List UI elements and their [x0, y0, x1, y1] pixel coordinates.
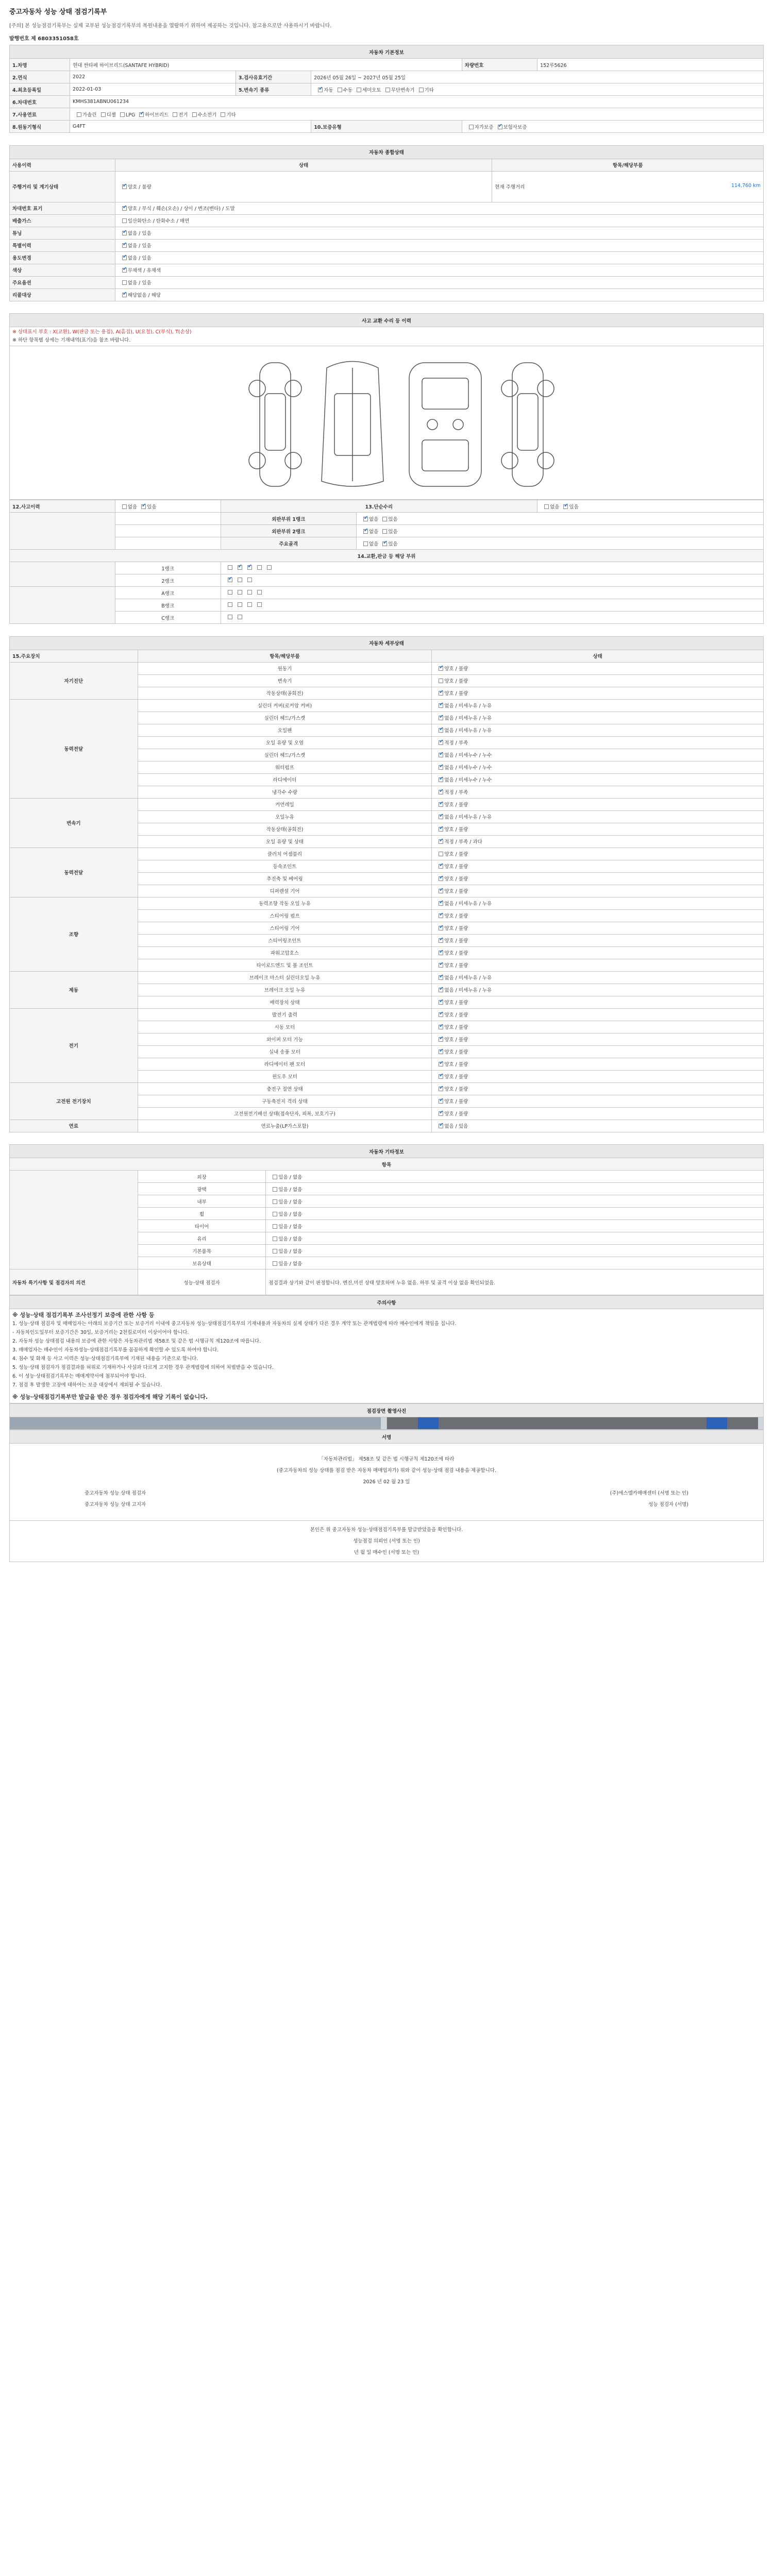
- detail-item-status: ✔ 적정 / 부족: [432, 736, 764, 749]
- other-row: 휠: [138, 1208, 266, 1220]
- model-label: 1.차명: [10, 59, 70, 71]
- detail-item-status: ✔ 양호 / 불량: [432, 1058, 764, 1070]
- front-photo: 152루5626: [10, 1417, 387, 1430]
- detail-item-label: 작동상태(공회전): [138, 687, 432, 699]
- sign-body: 「자동차관리법」 제58조 및 같은 법 시행규칙 제120조에 따라 (중고자동차의 성능 상태를 점검 받은 자동차 매매업자가) 위와 같이 성능·상태 점검 내용을 제공합니다. 2026 년 02 월 23 일 중고자동차 성능 상태 점검자 (주)에스엠카매매센터 (서명 또는 인) 중고자동차 성능 상태 고지자 성능 점검자 (서명): [10, 1444, 764, 1521]
- detail-item-label: 발전기 출력: [138, 1008, 432, 1021]
- detail-group-label: 동력전달: [10, 699, 138, 798]
- vin-label: 6.차대번호: [10, 96, 70, 108]
- general-header: 자동차 종합상태: [10, 145, 764, 159]
- detail-item-label: 스티어링 기어: [138, 922, 432, 934]
- rank-label: A랭크: [115, 587, 221, 599]
- general-row-opts: 없음 / 있음: [115, 276, 763, 289]
- detail-item-status: ✔ 양호 / 불량: [432, 860, 764, 872]
- inspect-value: 2026년 05월 26일 ~ 2027년 05월 25일: [311, 71, 764, 83]
- opinion-label: 자동차 특기사항 및 점검자의 의견: [10, 1269, 138, 1295]
- detail-item-label: 오일 유량 및 오염: [138, 736, 432, 749]
- detail-item-label: 충전구 절연 상태: [138, 1082, 432, 1095]
- accident-table: [9, 500, 764, 636]
- outer1-opts: ✔ 없음 있음: [356, 513, 763, 525]
- first-reg-label: 4.최초등록일: [10, 83, 70, 96]
- detail-group-label: 연료: [10, 1120, 138, 1132]
- detail-group-label: 변속기: [10, 798, 138, 848]
- detail-item-status: ✔ 양호 / 불량: [432, 1021, 764, 1033]
- detail-item-status: ✔ 없음 / 미세누유 / 누유: [432, 711, 764, 724]
- caution-table: [9, 1295, 764, 1403]
- outer2-opts: ✔ 없음 있음: [356, 525, 763, 537]
- detail-item-label: 등속조인트: [138, 860, 432, 872]
- exchange-label: [10, 513, 115, 550]
- detail-row: [10, 971, 764, 984]
- accident-opts: 없음✔ 있음: [115, 500, 221, 513]
- accident-label: 12.사고이력: [10, 500, 115, 513]
- general-col1: 사용이력: [10, 159, 115, 171]
- diagram-legend: ※ 상태표시 부호 : X(교환), W(판금 또는 용접), A(흠집), U(요철), C(부식), T(손상) ※ 하단 항목별 상세는 기재내역(표기)을 참조 바랍니다.: [10, 327, 764, 346]
- frame-label: 주요골격: [221, 537, 356, 550]
- detail-item-label: 작동상태(공회전): [138, 823, 432, 835]
- detail-header: 자동차 세부상태: [10, 636, 764, 650]
- general-row-opts: 일산화탄소 / 탄화수소 / 매연: [115, 214, 763, 227]
- general-row-label: 특별이력: [10, 239, 115, 251]
- detail-row: [10, 1120, 764, 1132]
- year-value: 2022: [70, 71, 236, 83]
- detail-item-label: 브레이크 오일 누유: [138, 984, 432, 996]
- general-row-opts: ✔ 무채색 / 유채색: [115, 264, 763, 276]
- general-row-label: 튜닝: [10, 227, 115, 239]
- caution-header: 주의사항: [10, 1296, 764, 1309]
- detail-row: [10, 798, 764, 810]
- rank-header: 14.교환,판금 등 해당 부위: [10, 550, 764, 562]
- diagram-header: 사고 교환 수리 등 이력: [10, 314, 764, 327]
- detail-item-status: ✔ 양호 / 불량: [432, 823, 764, 835]
- detail-row: [10, 1082, 764, 1095]
- detail-item-label: 배력장치 상태: [138, 996, 432, 1008]
- detail-item-status: ✔ 양호 / 불량: [432, 1008, 764, 1021]
- general-row-label: 주행거리 및 계기상태: [10, 171, 115, 202]
- detail-item-label: 실내 송풍 모터: [138, 1045, 432, 1058]
- detail-item-status: ✔ 양호 / 불량: [432, 1033, 764, 1045]
- detail-item-label: 고전원전기배선 상태(접속단자, 피복, 보호기구): [138, 1107, 432, 1120]
- fuel-options: 가솔린 디젤 LPG✔ 하이브리드 전기 수소전기 기타: [70, 108, 764, 121]
- detail-item-status: ✔ 양호 / 불량: [432, 959, 764, 971]
- car-interior-view: [409, 363, 481, 486]
- detail-item-status: ✔ 없음 / 미세누유 / 누유: [432, 984, 764, 996]
- photo-header: 점검장면 촬영사진: [10, 1404, 764, 1417]
- rank-label: B랭크: [115, 599, 221, 612]
- other-info-table: 자동차 기타정보 항목 외장 있음 / 없음 광택 있음 / 없음 내부 있음 / 없음 휠 있음 / 없음 타이어 있음 / 없음 유리 있음 / 없음 기본품목 있음 / 없음 보유상태 있음 / 없음 자동차 특기사항 및 점검자의 의견 성능·상태 점검자 점검결과 상기와 같이 판정합니다. 엔진,미션 상태 양호하며 누유 없음. 하부 및 골격 이상 없음 확인되었음.: [9, 1144, 764, 1295]
- detail-item-status: ✔ 양호 / 불량: [432, 662, 764, 674]
- detail-item-label: 구동축전지 격리 상태: [138, 1095, 432, 1107]
- detail-item-status: ✔ 양호 / 불량: [432, 996, 764, 1008]
- detail-item-label: 실린더 헤드/가스켓: [138, 749, 432, 761]
- detail-item-status: ✔ 양호 / 불량: [432, 909, 764, 922]
- car-diagram: [10, 346, 764, 500]
- detail-item-label: 오일팬: [138, 724, 432, 736]
- general-row-label: 색상: [10, 264, 115, 276]
- general-row-opts: ✔ 없음 / 있음: [115, 239, 763, 251]
- motor-label: 8.원동기형식: [10, 121, 70, 133]
- detail-item-status: ✔ 없음 / 미세누수 / 누수: [432, 773, 764, 786]
- detail-item-status: ✔ 양호 / 불량: [432, 934, 764, 946]
- detail-item-status: ✔ 양호 / 불량: [432, 1095, 764, 1107]
- detail-item-status: ✔ 없음 / 미세누유 / 누유: [432, 810, 764, 823]
- detail-item-status: ✔ 적정 / 부족: [432, 786, 764, 798]
- general-col3: 항목/해당부품: [492, 159, 764, 171]
- detail-item-label: 변속기: [138, 674, 432, 687]
- detail-item-status: ✔ 없음 / 있음: [432, 1120, 764, 1132]
- detail-item-label: 디퍼렌셜 기어: [138, 885, 432, 897]
- trans-options: ✔ 자동 수동 세미오토 무단변속기 기타: [311, 83, 764, 96]
- detail-item-status: ✔ 없음 / 미세누유 / 누유: [432, 724, 764, 736]
- other-row: 타이어: [138, 1220, 266, 1232]
- detail-item-label: 커먼레일: [138, 798, 432, 810]
- general-row-label: 주요옵션: [10, 276, 115, 289]
- other-row: 내부: [138, 1195, 266, 1208]
- detail-item-label: 실린더 커버(로커암 커버): [138, 699, 432, 711]
- detail-item-status: ✔ 없음 / 미세누유 / 누유: [432, 699, 764, 711]
- detail-item-status: ✔ 양호 / 불량: [432, 1082, 764, 1095]
- detail-col2: 항목/해당부품: [138, 650, 432, 662]
- trans-label: 5.변속기 종류: [236, 83, 311, 96]
- general-row-opts: ✔ 양호 / 불량: [115, 171, 492, 202]
- general-row-opts: ✔ 없음 / 있음: [115, 227, 763, 239]
- detail-item-label: 워터펌프: [138, 761, 432, 773]
- regno-label: 차량번호: [462, 59, 537, 71]
- detail-item-status: ✔ 양호 / 불량: [432, 872, 764, 885]
- regno-value: 152루5626: [537, 59, 764, 71]
- detail-item-status: ✔ 양호 / 불량: [432, 687, 764, 699]
- detail-row: [10, 699, 764, 711]
- rank-label: 2랭크: [115, 574, 221, 587]
- detail-item-status: ✔ 양호 / 불량: [432, 922, 764, 934]
- detail-item-label: 실린더 헤드/가스켓: [138, 711, 432, 724]
- general-row-opts: ✔ 양호 / 부식 / 훼손(오손) / 상이 / 변조(변타) / 도말: [115, 202, 763, 214]
- detail-status-table: [9, 636, 764, 1145]
- detail-col1: 15.주요장치: [10, 650, 138, 662]
- other-col: 항목: [10, 1158, 764, 1171]
- detail-item-label: 추진축 및 베어링: [138, 872, 432, 885]
- detail-item-label: 오일누유: [138, 810, 432, 823]
- general-row-label: 배출가스: [10, 214, 115, 227]
- outer1-label: 외판부위 1랭크: [221, 513, 356, 525]
- accident-diagram-table: [9, 313, 764, 500]
- detail-col3: 상태: [432, 650, 764, 662]
- detail-row: [10, 1008, 764, 1021]
- detail-item-status: ✔ 없음 / 미세누수 / 누수: [432, 761, 764, 773]
- receiver-sign: 본인은 위 중고자동차 성능·상태점검기록부를 발급받았음을 확인합니다. 성능점검 의뢰인 (서명 또는 인) 년 월 일 매수인 (서명 또는 인): [10, 1521, 764, 1562]
- document-title: 중고자동차 성능 상태 점검기록부: [9, 8, 107, 16]
- basic-info-header: 자동차 기본정보: [10, 45, 764, 59]
- car-outline-svg: [12, 347, 744, 497]
- rank-label: 1랭크: [115, 562, 221, 574]
- model-value: 현대 싼타페 하이브리드(SANTAFE HYBRID): [70, 59, 462, 71]
- detail-item-status: ✔ 양호 / 불량: [432, 1107, 764, 1120]
- detail-item-label: 스티어링 펌프: [138, 909, 432, 922]
- sign-header: 서명: [10, 1430, 764, 1444]
- general-col2: 상태: [115, 159, 492, 171]
- warranty-options: 자가보증✔ 보험사보증: [462, 121, 763, 133]
- fuel-label: 7.사용연료: [10, 108, 70, 121]
- simple-repair-label: 13.단순수리: [221, 500, 537, 513]
- inspect-label: 3.검사유효기간: [236, 71, 311, 83]
- detail-item-label: 원동기: [138, 662, 432, 674]
- simple-repair-opts: 없음✔ 있음: [537, 500, 764, 513]
- other-row: 보유상태: [138, 1257, 266, 1269]
- general-status-table: [9, 145, 764, 314]
- other-row: 기본품목: [138, 1245, 266, 1257]
- detail-item-label: 라디에이터: [138, 773, 432, 786]
- rank-label: C랭크: [115, 612, 221, 624]
- opinion-text: 점검결과 상기와 같이 판정합니다. 엔진,미션 상태 양호하며 누유 없음. 하부 및 골격 이상 없음 확인되었음.: [266, 1269, 764, 1295]
- detail-item-label: 클러치 어셈블리: [138, 848, 432, 860]
- inspector-label: 성능·상태 점검자: [138, 1269, 266, 1295]
- car-top-view: [322, 362, 383, 487]
- detail-row: [10, 897, 764, 909]
- detail-item-label: 동력조향 작동 오일 누유: [138, 897, 432, 909]
- basic-info-table: [9, 45, 764, 145]
- first-reg-value: 2022-01-03: [70, 83, 236, 96]
- car-right-side: [501, 363, 554, 486]
- detail-item-status: ✔ 양호 / 불량: [432, 946, 764, 959]
- detail-item-status: ✔ 없음 / 미세누유 / 누유: [432, 897, 764, 909]
- outer2-label: 외판부위 2랭크: [221, 525, 356, 537]
- other-row: 광택: [138, 1183, 266, 1195]
- detail-item-label: 라디에이터 팬 모터: [138, 1058, 432, 1070]
- detail-group-label: 제동: [10, 971, 138, 1008]
- general-row-label: 차대번호 표기: [10, 202, 115, 214]
- other-row: 유리: [138, 1232, 266, 1245]
- detail-item-status: ✔ 양호 / 불량: [432, 885, 764, 897]
- detail-group-label: 조향: [10, 897, 138, 971]
- document-number: 발행번호 제 6803351058호: [9, 36, 79, 42]
- mileage-cell: 현재 주행거리 114,760 km: [492, 171, 764, 202]
- notice-text: [주의] 본 성능점검기록부는 실제 교부된 성능점검기록부의 복원내용을 열람하기 위하여 제공하는 것입니다. 참고용으로만 사용하시기 바랍니다.: [9, 23, 332, 29]
- sign-table: [9, 1430, 764, 1562]
- detail-item-label: 와이퍼 모터 기능: [138, 1033, 432, 1045]
- detail-item-status: ✔ 양호 / 불량: [432, 1070, 764, 1082]
- detail-group-label: 전기: [10, 1008, 138, 1082]
- general-row-label: 용도변경: [10, 251, 115, 264]
- detail-group-label: 동력전달: [10, 848, 138, 897]
- detail-item-status: ✔ 양호 / 불량: [432, 1045, 764, 1058]
- detail-item-label: 스티어링조인트: [138, 934, 432, 946]
- detail-item-label: 브레이크 마스터 실린더오일 누유: [138, 971, 432, 984]
- detail-item-status: ✔ 양호 / 불량: [432, 798, 764, 810]
- detail-item-label: 파워고압호스: [138, 946, 432, 959]
- caution-body: ※ 성능·상태 점검기록부 조사선정기 보증에 관한 사항 등 1. 성능·상태 점검자 및 매매업자는 아래의 보증기간 또는 보증거리 이내에 중고자동차 성능·상태점검기록부의 기재내용과 자동차의 실제 상태가 다른 경우 계약 또는 관계법령에 따라 매수인에게 책임을 집니다. - 자동차인도일부터 보증기간은 30일, 보증거리는 2천킬로미터 이상이어야 합니다. 2. 자동차 성능 상태점검 내용의 보증에 관한 사항은 자동차관리법 제58조 및 같은 법 시행규칙 제120조에 따릅니다. 3. 매매업자는 매수인이 자동차성능·상태점검기록부를 꼼꼼하게 확인할 수 있도록 하여야 합니다. 4. 침수 및 화재 등 사고 이력은 성능·상태점검기록부에 기재된 내용을 기준으로 합니다. 5. 성능·상태 점검자가 점검결과를 허위로 기재하거나 사실과 다르게 고지한 경우 관계법령에 의하여 처벌받을 수 있습니다. 6. 이 성능·상태점검기록부는 매매계약서에 첨부되어야 합니다. 7. 점검 후 발생한 고장에 대하여는 보증 대상에서 제외될 수 있습니다. ※ 성능·상태점검기록부만 발급을 받은 경우 점검자에게 해당 기록이 없습니다.: [10, 1309, 764, 1403]
- detail-row: [10, 662, 764, 674]
- general-row-opts: ✔ 해당없음 / 해당: [115, 289, 763, 301]
- detail-item-label: 냉각수 수량: [138, 786, 432, 798]
- warranty-label: 10.보증유형: [311, 121, 462, 133]
- general-row-label: 리콜대상: [10, 289, 115, 301]
- detail-item-status: ✔ 없음 / 미세누수 / 누수: [432, 749, 764, 761]
- rear-photo: 152루5626: [386, 1417, 764, 1430]
- detail-item-status: ✔ 적정 / 부족 / 과다: [432, 835, 764, 848]
- detail-group-label: 고전원 전기장치: [10, 1082, 138, 1120]
- frame-opts: 없음✔ 있음: [356, 537, 763, 550]
- other-row: 외장: [138, 1171, 266, 1183]
- detail-item-label: 연료누출(LP가스포함): [138, 1120, 432, 1132]
- detail-row: [10, 848, 764, 860]
- detail-item-label: 윈도우 모터: [138, 1070, 432, 1082]
- car-left-side: [249, 363, 301, 486]
- detail-item-label: 시동 모터: [138, 1021, 432, 1033]
- detail-item-status: ✔ 없음 / 미세누유 / 누유: [432, 971, 764, 984]
- detail-group-label: 자기진단: [10, 662, 138, 699]
- detail-item-label: 타이로드엔드 및 볼 조인트: [138, 959, 432, 971]
- motor-value: G4FT: [70, 121, 311, 133]
- detail-item-label: 오일 유량 및 상태: [138, 835, 432, 848]
- detail-item-status: 양호 / 불량: [432, 848, 764, 860]
- other-header: 자동차 기타정보: [10, 1145, 764, 1158]
- general-row-opts: ✔ 없음 / 있음: [115, 251, 763, 264]
- detail-item-status: 양호 / 불량: [432, 674, 764, 687]
- year-label: 2.연식: [10, 71, 70, 83]
- vin-value: KMHS381ABNU061234: [70, 96, 764, 108]
